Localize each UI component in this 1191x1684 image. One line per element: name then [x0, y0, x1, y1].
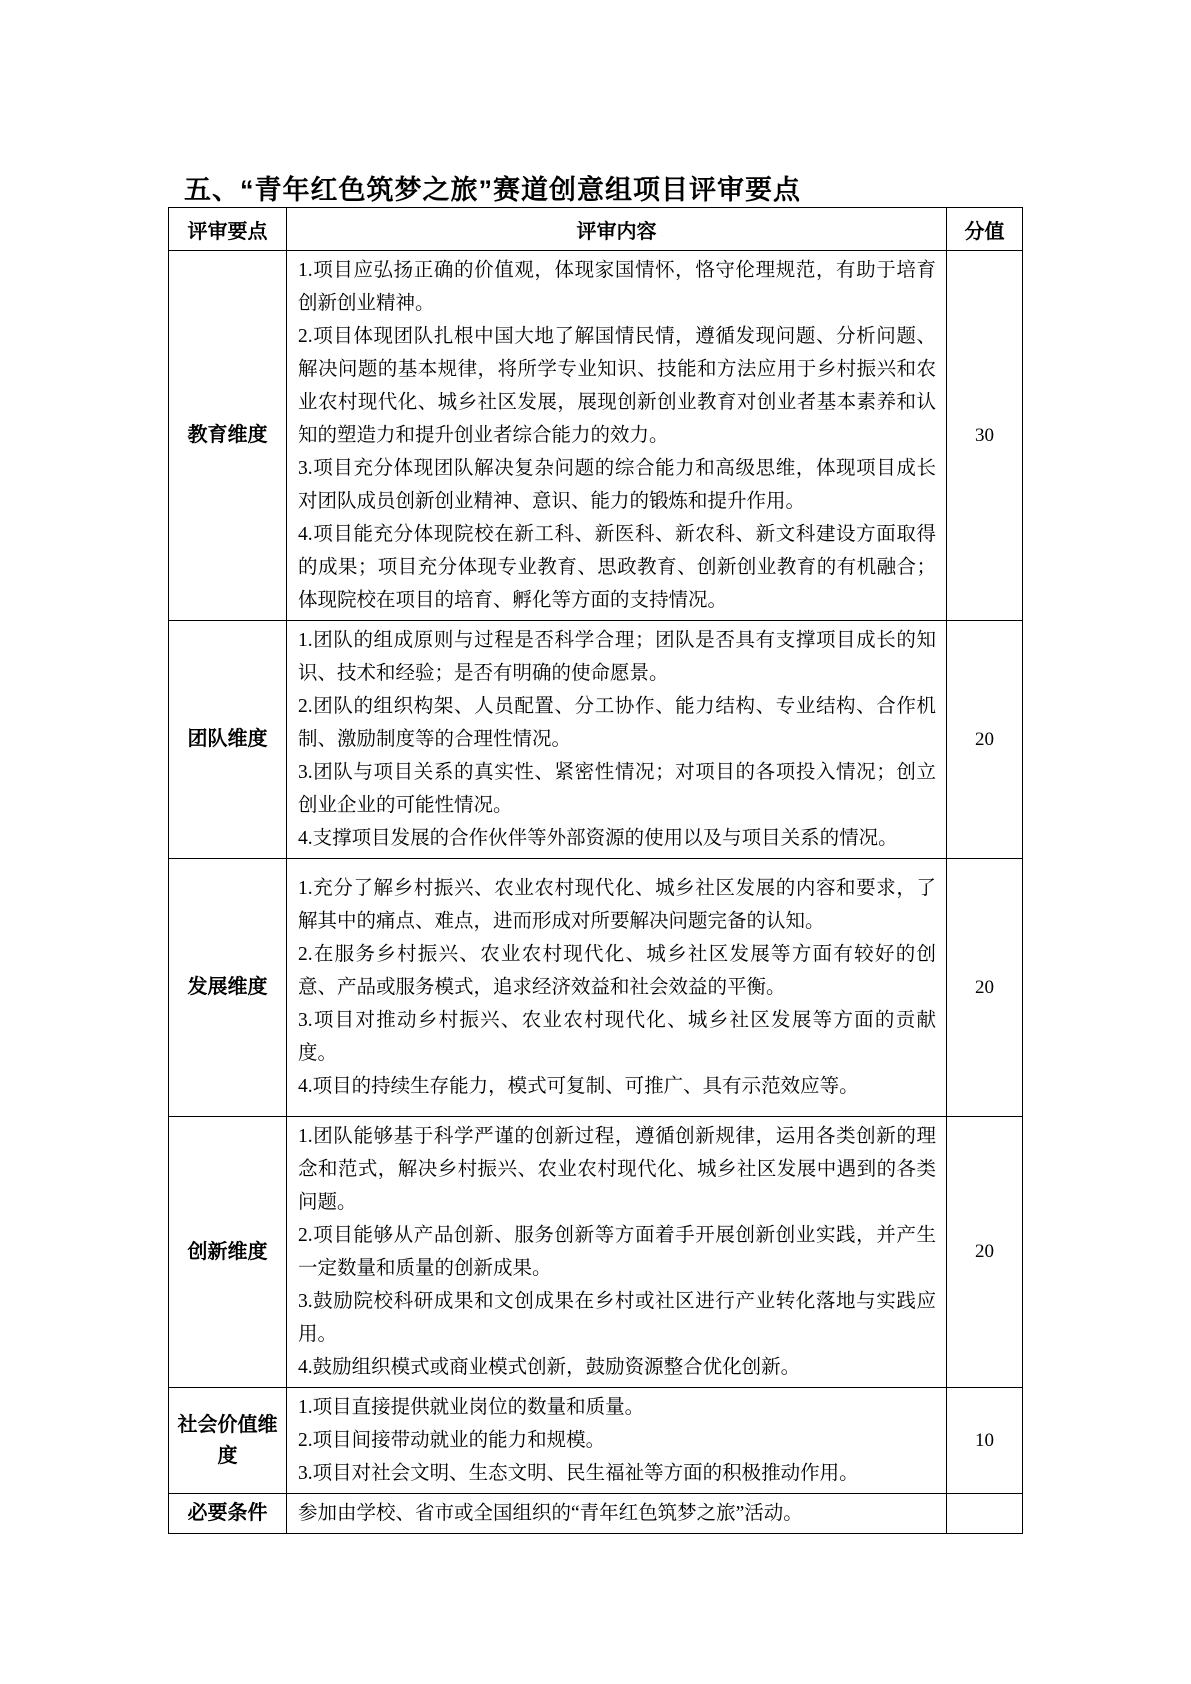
content-item: 1.团队能够基于科学严谨的创新过程，遵循创新规律，运用各类创新的理念和范式，解决乡村振兴、农业农村现代化、城乡社区发展中遇到的各类问题。 — [298, 1126, 936, 1213]
content-item: 4.支撑项目发展的合作伙伴等外部资源的使用以及与项目关系的情况。 — [298, 828, 898, 849]
content-item: 2.项目能够从产品创新、服务创新等方面着手开展创新创业实践，并产生一定数量和质量的创新成果。 — [298, 1225, 936, 1279]
content-item: 3.团队与项目关系的真实性、紧密性情况；对项目的各项投入情况；创立创业企业的可能性情况。 — [298, 762, 936, 816]
content-item: 4.鼓励组织模式或商业模式创新，鼓励资源整合优化创新。 — [298, 1357, 801, 1378]
content-item: 3.项目对推动乡村振兴、农业农村现代化、城乡社区发展等方面的贡献度。 — [298, 1010, 936, 1064]
content-item: 1.项目应弘扬正确的价值观，体现家国情怀，恪守伦理规范，有助于培育创新创业精神。 — [298, 260, 936, 314]
content-item: 2.项目体现团队扎根中国大地了解国情民情，遵循发现问题、分析问题、解决问题的基本规律，将所学专业知识、技能和方法应用于乡村振兴和农业农村现代化、城乡社区发展，展现创新创业教育对创业者基本素养和认知的塑造力和提升创业者综合能力的效力。 — [298, 326, 936, 446]
criteria-content — [287, 1494, 947, 1534]
content-item: 参加由学校、省市或全国组织的“青年红色筑梦之旅”活动。 — [298, 1503, 803, 1524]
review-criteria-table — [168, 207, 1023, 1534]
score-value — [947, 1494, 1023, 1534]
content-item: 1.项目直接提供就业岗位的数量和质量。 — [298, 1397, 645, 1418]
score-value: 20 — [947, 1117, 1023, 1388]
score-value: 20 — [947, 859, 1023, 1117]
criteria-content — [287, 251, 947, 621]
criteria-label: 发展维度 — [169, 859, 287, 1117]
score-value: 10 — [947, 1388, 1023, 1494]
criteria-content — [287, 1117, 947, 1388]
criteria-label: 团队维度 — [169, 621, 287, 859]
table-row-development-dimension — [169, 859, 1023, 1117]
criteria-content — [287, 621, 947, 859]
content-item: 3.项目对社会文明、生态文明、民生福祉等方面的积极推动作用。 — [298, 1463, 859, 1484]
content-item: 2.在服务乡村振兴、农业农村现代化、城乡社区发展等方面有较好的创意、产品或服务模式，追求经济效益和社会效益的平衡。 — [298, 944, 936, 998]
criteria-label: 必要条件 — [169, 1494, 287, 1534]
table-row-team-dimension — [169, 621, 1023, 859]
content-item: 3.鼓励院校科研成果和文创成果在乡村或社区进行产业转化落地与实践应用。 — [298, 1291, 936, 1345]
table-row-social-value-dimension — [169, 1388, 1023, 1494]
criteria-content — [287, 859, 947, 1117]
content-item: 2.团队的组织构架、人员配置、分工协作、能力结构、专业结构、合作机制、激励制度等的合理性情况。 — [298, 696, 936, 750]
content-item: 3.项目充分体现团队解决复杂问题的综合能力和高级思维，体现项目成长对团队成员创新创业精神、意识、能力的锻炼和提升作用。 — [298, 458, 936, 512]
content-item: 4.项目能充分体现院校在新工科、新医科、新农科、新文科建设方面取得的成果；项目充分体现专业教育、思政教育、创新创业教育的有机融合；体现院校在项目的培育、孵化等方面的支持情况。 — [298, 524, 936, 611]
table-row-innovation-dimension — [169, 1117, 1023, 1388]
content-item: 1.团队的组成原则与过程是否科学合理；团队是否具有支撑项目成长的知识、技术和经验；是否有明确的使命愿景。 — [298, 630, 936, 684]
table-row-necessary-condition — [169, 1494, 1023, 1534]
header-review-points: 评审要点 — [169, 208, 287, 251]
content-item: 2.项目间接带动就业的能力和规模。 — [298, 1430, 606, 1451]
header-review-content: 评审内容 — [287, 208, 947, 251]
score-value: 20 — [947, 621, 1023, 859]
page-title: 五、“青年红色筑梦之旅”赛道创意组项目评审要点 — [184, 175, 801, 206]
content-item: 4.项目的持续生存能力，模式可复制、可推广、具有示范效应等。 — [298, 1076, 859, 1097]
criteria-label: 社会价值维度 — [169, 1388, 287, 1494]
criteria-content — [287, 1388, 947, 1494]
header-score: 分值 — [947, 208, 1023, 251]
criteria-label: 教育维度 — [169, 251, 287, 621]
table-row-education-dimension — [169, 251, 1023, 621]
table-header-row — [169, 208, 1023, 251]
content-item: 1.充分了解乡村振兴、农业农村现代化、城乡社区发展的内容和要求，了解其中的痛点、难点，进而形成对所要解决问题完备的认知。 — [298, 878, 936, 932]
criteria-label: 创新维度 — [169, 1117, 287, 1388]
score-value: 30 — [947, 251, 1023, 621]
